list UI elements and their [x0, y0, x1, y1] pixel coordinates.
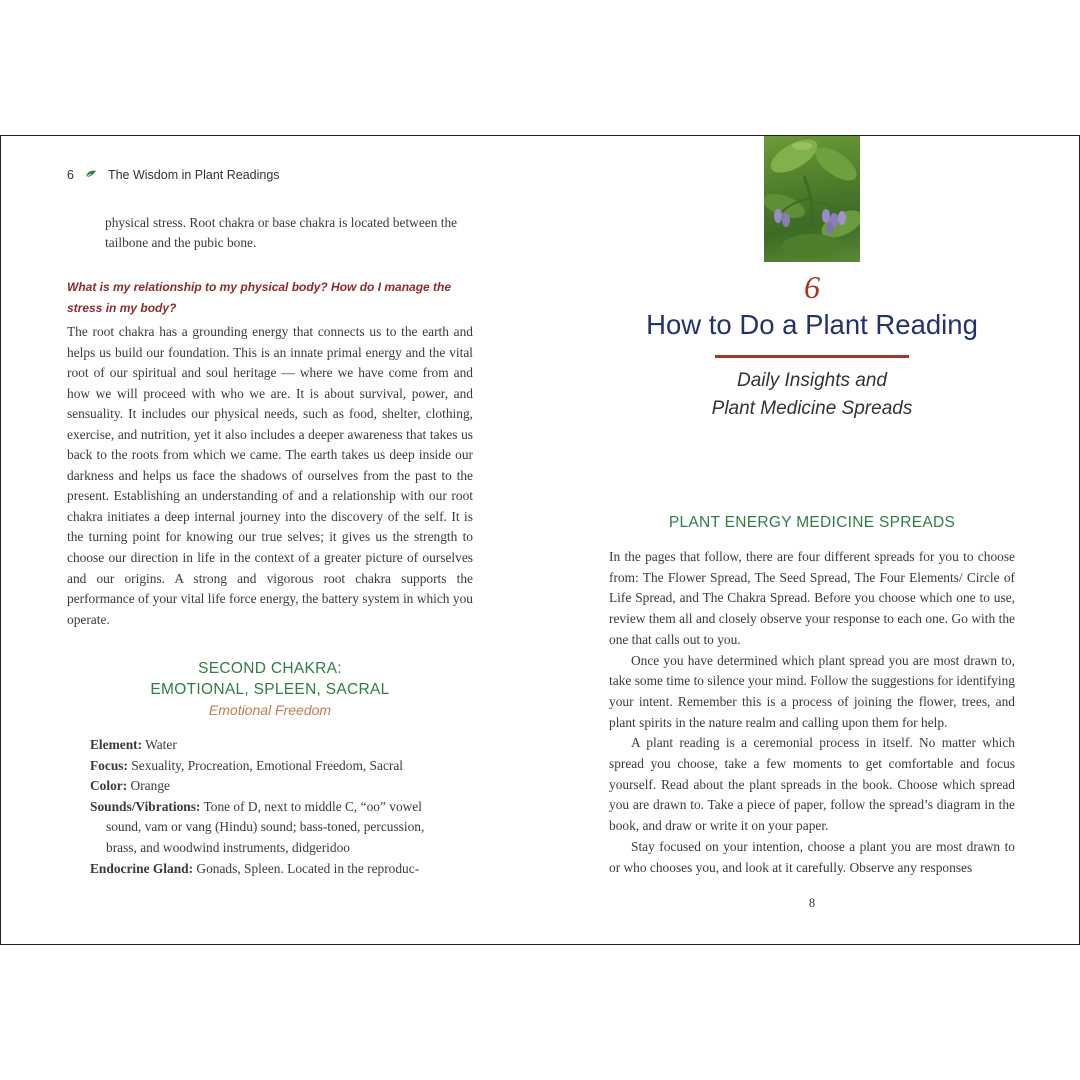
running-head-title: The Wisdom in Plant Readings [107, 168, 280, 182]
chapter-subtitle [609, 367, 1015, 423]
comfrey-plant-photo [764, 136, 860, 262]
property-value: Water [145, 737, 177, 752]
page-number: 6 [67, 168, 74, 182]
spreads-body [609, 547, 1015, 878]
chapter-subtitle-line2: Plant Medicine Spreads [711, 398, 913, 419]
property-label: Endocrine Gland: [90, 860, 194, 876]
chapter-number: 6 [804, 269, 820, 305]
body-paragraph: In the pages that follow, there are four different spreads for you to choose from: The Flower Spread, The Seed Spread, The Four Elements/ Circle of Life Spread, and The Chakra Spread. Before you choose which one to use, review them all and closely observe your response to each one. Go with the one that calls out to you. [609, 549, 1015, 647]
property-row [90, 797, 452, 859]
property-row [90, 859, 452, 880]
continued-paragraph: physical stress. Root chakra or base chakra is located between the tailbone and the pubic bone. [105, 215, 458, 251]
chakra-subtitle: Emotional Freedom [208, 702, 332, 718]
property-value: Tone of D, next to middle C, “oo” vowel sound, vam or vang (Hindu) sound; bass-toned, percussion, brass, and woodwind instruments, didgeridoo [106, 798, 425, 855]
property-row [90, 756, 452, 777]
property-value: Gonads, Spleen. Located in the reproduc- [196, 860, 420, 876]
running-head [67, 168, 280, 182]
body-paragraph: Once you have determined which plant spread you are most drawn to, take some time to silence your mind. Follow the suggestions for identifying your intent. Remember this is a process of joining the flower, trees, and plant spirits in the nature realm and calling upon them for help. [609, 652, 1015, 730]
chapter-title: How to Do a Plant Reading [646, 309, 978, 340]
section-heading: PLANT ENERGY MEDICINE SPREADS [668, 514, 956, 531]
chakra-heading-line1: SECOND CHAKRA: [198, 660, 342, 677]
property-label: Color: [90, 778, 128, 794]
page-folio: 8 [808, 896, 816, 910]
chapter-subtitle-line1: Daily Insights and [737, 370, 887, 391]
question-heading: What is my relationship to my physical body? How do I manage the stress in my body? [67, 280, 452, 315]
chakra-heading [67, 658, 473, 700]
chapter-rule [715, 355, 909, 358]
property-value: Sexuality, Procreation, Emotional Freedom, Sacral [131, 757, 404, 773]
property-label: Element: [90, 737, 143, 752]
leaf-icon [85, 168, 97, 182]
chakra-heading-line2: EMOTIONAL, SPLEEN, SACRAL [150, 681, 390, 698]
property-row [90, 776, 452, 797]
body-paragraph: A plant reading is a ceremonial process in itself. No matter which spread you choose, take a few moments to get comfortable and focus yourself. Read about the plant spreads in the book. Choose which spread you are drawn to. Take a piece of paper, follow the spread’s diagram in the book, and draw or write it on your paper. [609, 735, 1015, 834]
chakra-properties [90, 735, 452, 879]
property-label: Sounds/Vibrations: [90, 798, 201, 814]
body-paragraph: Stay focused on your intention, choose a plant you are most drawn to or who chooses you, and look at it carefully. Observe any responses [609, 838, 1015, 875]
root-chakra-paragraph: The root chakra has a grounding energy that connects us to the earth and helps us build our foundation. This is an innate primal energy and the vital root of our spiritual and soul heritage — where we have come from and how we will proceed with who we are. It is about survival, power, and sensuality. It includes our physical needs, such as food, shelter, clothing, exercise, and nutrition, yet it also includes a deeper awareness that takes us back to the roots from which we came. The earth takes us deep inside our darkness and helps us face the shadows of ourselves from the past to the present. Establishing an understanding of and a relationship with our root chakra initiates a deep internal journey into the discovery of the self. It is the turning point for knowing our true selves; it gives us the strength to choose our direction in life in the context of a greater picture of ourselves and our origins. A strong and vigorous root chakra supports the performance of your vital life force energy, the battery system in which you operate. [67, 324, 473, 627]
property-value: Orange [130, 778, 170, 794]
property-label: Focus: [90, 757, 128, 773]
book-spread [0, 135, 1080, 945]
property-row [90, 735, 452, 756]
